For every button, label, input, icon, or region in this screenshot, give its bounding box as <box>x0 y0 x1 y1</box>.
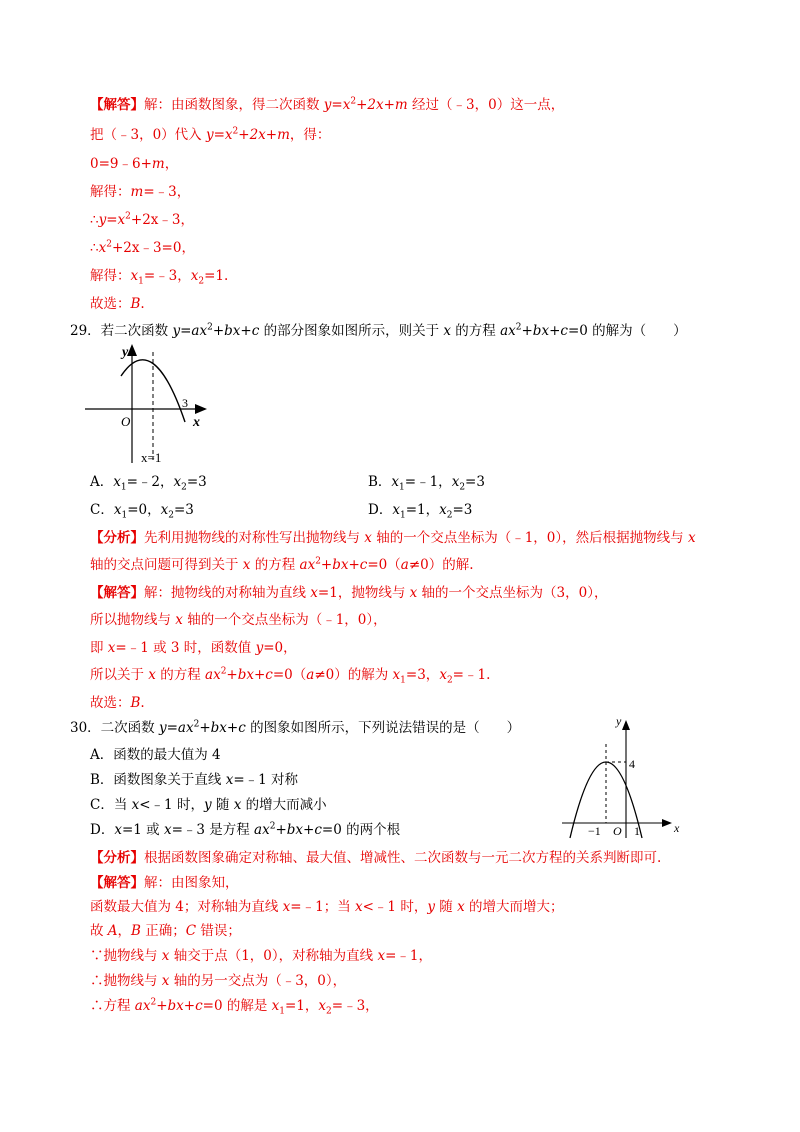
q30-solution-line-2: 函数最大值为 4；对称轴为直线 x=﹣1；当 x<﹣1 时，y 随 x 的增大而增大； <box>90 899 564 915</box>
q29-solution-line-1: 【解答】解：抛物线的对称轴为直线 x=1，抛物线与 x 轴的一个交点坐标为（3，0）， <box>90 585 608 601</box>
q28-solution-line-6: $\therefore x^2+2x﹣3=0$， <box>90 239 195 256</box>
q30-one-label: 1 <box>634 824 640 838</box>
q30-solution-line-4: ∵抛物线与 x 轴交于点（1，0），对称轴为直线 x=﹣1， <box>90 948 432 964</box>
q30-analysis: 【分析】根据函数图象确定对称轴、最大值、增减性、二次函数与一元二次方程的关系判断即可. <box>90 850 662 866</box>
q29-option-d: D．$x_1=1$，$x_2=3$ <box>368 502 473 521</box>
q29-analysis-line-2: 轴的交点问题可得到关于 x 的方程 $ax^2+bx+c=0(a\ne 0)$的解. <box>90 556 474 573</box>
q28-solution-line-2: 把（﹣3，0）代入 $y=x^2+2x+m$，得： <box>90 126 331 143</box>
q30-option-c: C．当 x<﹣1 时，y 随 x 的增大而减小 <box>90 797 327 813</box>
q30-x-axis-arrow <box>662 819 672 827</box>
q30-neg-one-label: −1 <box>588 824 601 838</box>
q30-y-label: y <box>616 714 622 728</box>
q30-four-label: 4 <box>629 757 635 771</box>
q30-x-label: x <box>674 821 680 835</box>
q29-option-a: A．$x_1=﹣2$，$x_2=3$ <box>90 474 207 493</box>
q30-origin-label: O <box>613 824 622 838</box>
q30-solution-line-6: ∴方程 $ax^2+bx+c=0$ 的解是 $x_1=1$，$x_2=﹣3$， <box>90 997 379 1017</box>
q29-option-c: C．$x_1=0$，$x_2=3$ <box>90 502 194 521</box>
q28-solution-line-3: 0=9﹣6+m， <box>90 156 179 172</box>
q30-option-a: A．函数的最大值为 4 <box>90 747 221 763</box>
q28-solution-line-5: $\therefore y=x^2+2x﹣3$， <box>90 211 194 228</box>
q30-stem: 30．二次函数 $y=ax^2+bx+c$ 的图象如图所示，下列说法错误的是（ ） <box>70 719 521 736</box>
q29-x-axis-arrow <box>195 404 207 414</box>
q29-solution-line-5: 故选：B. <box>90 695 145 711</box>
q29-origin-label: O <box>121 414 131 429</box>
q29-y-axis-arrow <box>127 344 137 356</box>
q29-three-label: 3 <box>182 396 188 410</box>
q29-y-label: y <box>122 345 129 360</box>
q28-solution-line-1: 【解答】解：由函数图象，得二次函数 $y=x^2+2x+m$ 经过（﹣3，0）这一点， <box>90 96 565 113</box>
q28-solution-line-8: 故选：B. <box>90 296 145 312</box>
q30-solution-line-5: ∴抛物线与 x 轴的另一交点为（﹣3，0）， <box>90 973 347 989</box>
q29-stem: 29．若二次函数 $y=ax^2+bx+c$ 的部分图象如图所示，则关于 x 的方程 $ax^2+bx+c=0$ 的解为（ ） <box>70 322 687 339</box>
q29-x-label: x <box>193 415 200 430</box>
q29-analysis-line-1: 【分析】先利用抛物线的对称性写出抛物线与 x 轴的一个交点坐标为（﹣1，0），然后根据抛物线与 x <box>90 530 696 546</box>
q29-parabola-graph <box>85 338 215 468</box>
q29-solution-line-4: 所以关于 x 的方程 $ax^2+bx+c=0(a\ne 0)$的解为 $x_1=3$，$x_2=﹣1$. <box>90 666 491 686</box>
q30-option-b: B．函数图象关于直线 x=﹣1 对称 <box>90 772 299 788</box>
q30-y-axis-arrow <box>622 720 630 730</box>
q30-option-d: D．x=1 或 x=﹣3 是方程 $ax^2+bx+c=0$ 的两个根 <box>90 821 401 838</box>
q29-option-b: B．$x_1=﹣1$，$x_2=3$ <box>368 474 485 493</box>
q29-solution-line-3: 即 x=﹣1 或 3 时，函数值 y=0， <box>90 640 297 656</box>
q28-solution-line-7: 解得：$x_1=﹣3$，$x_2=1$. <box>90 268 229 287</box>
q29-axis-label: x=1 <box>141 450 162 465</box>
q28-solution-line-4: 解得：m=﹣3， <box>90 184 191 200</box>
q29-solution-line-2: 所以抛物线与 x 轴的一个交点坐标为（﹣1，0）， <box>90 612 387 628</box>
q30-solution-line-3: 故 A，B 正确；C 错误； <box>90 923 241 939</box>
q30-parabola-graph <box>558 712 688 840</box>
q30-solution-line-1: 【解答】解：由图象知， <box>90 875 239 891</box>
